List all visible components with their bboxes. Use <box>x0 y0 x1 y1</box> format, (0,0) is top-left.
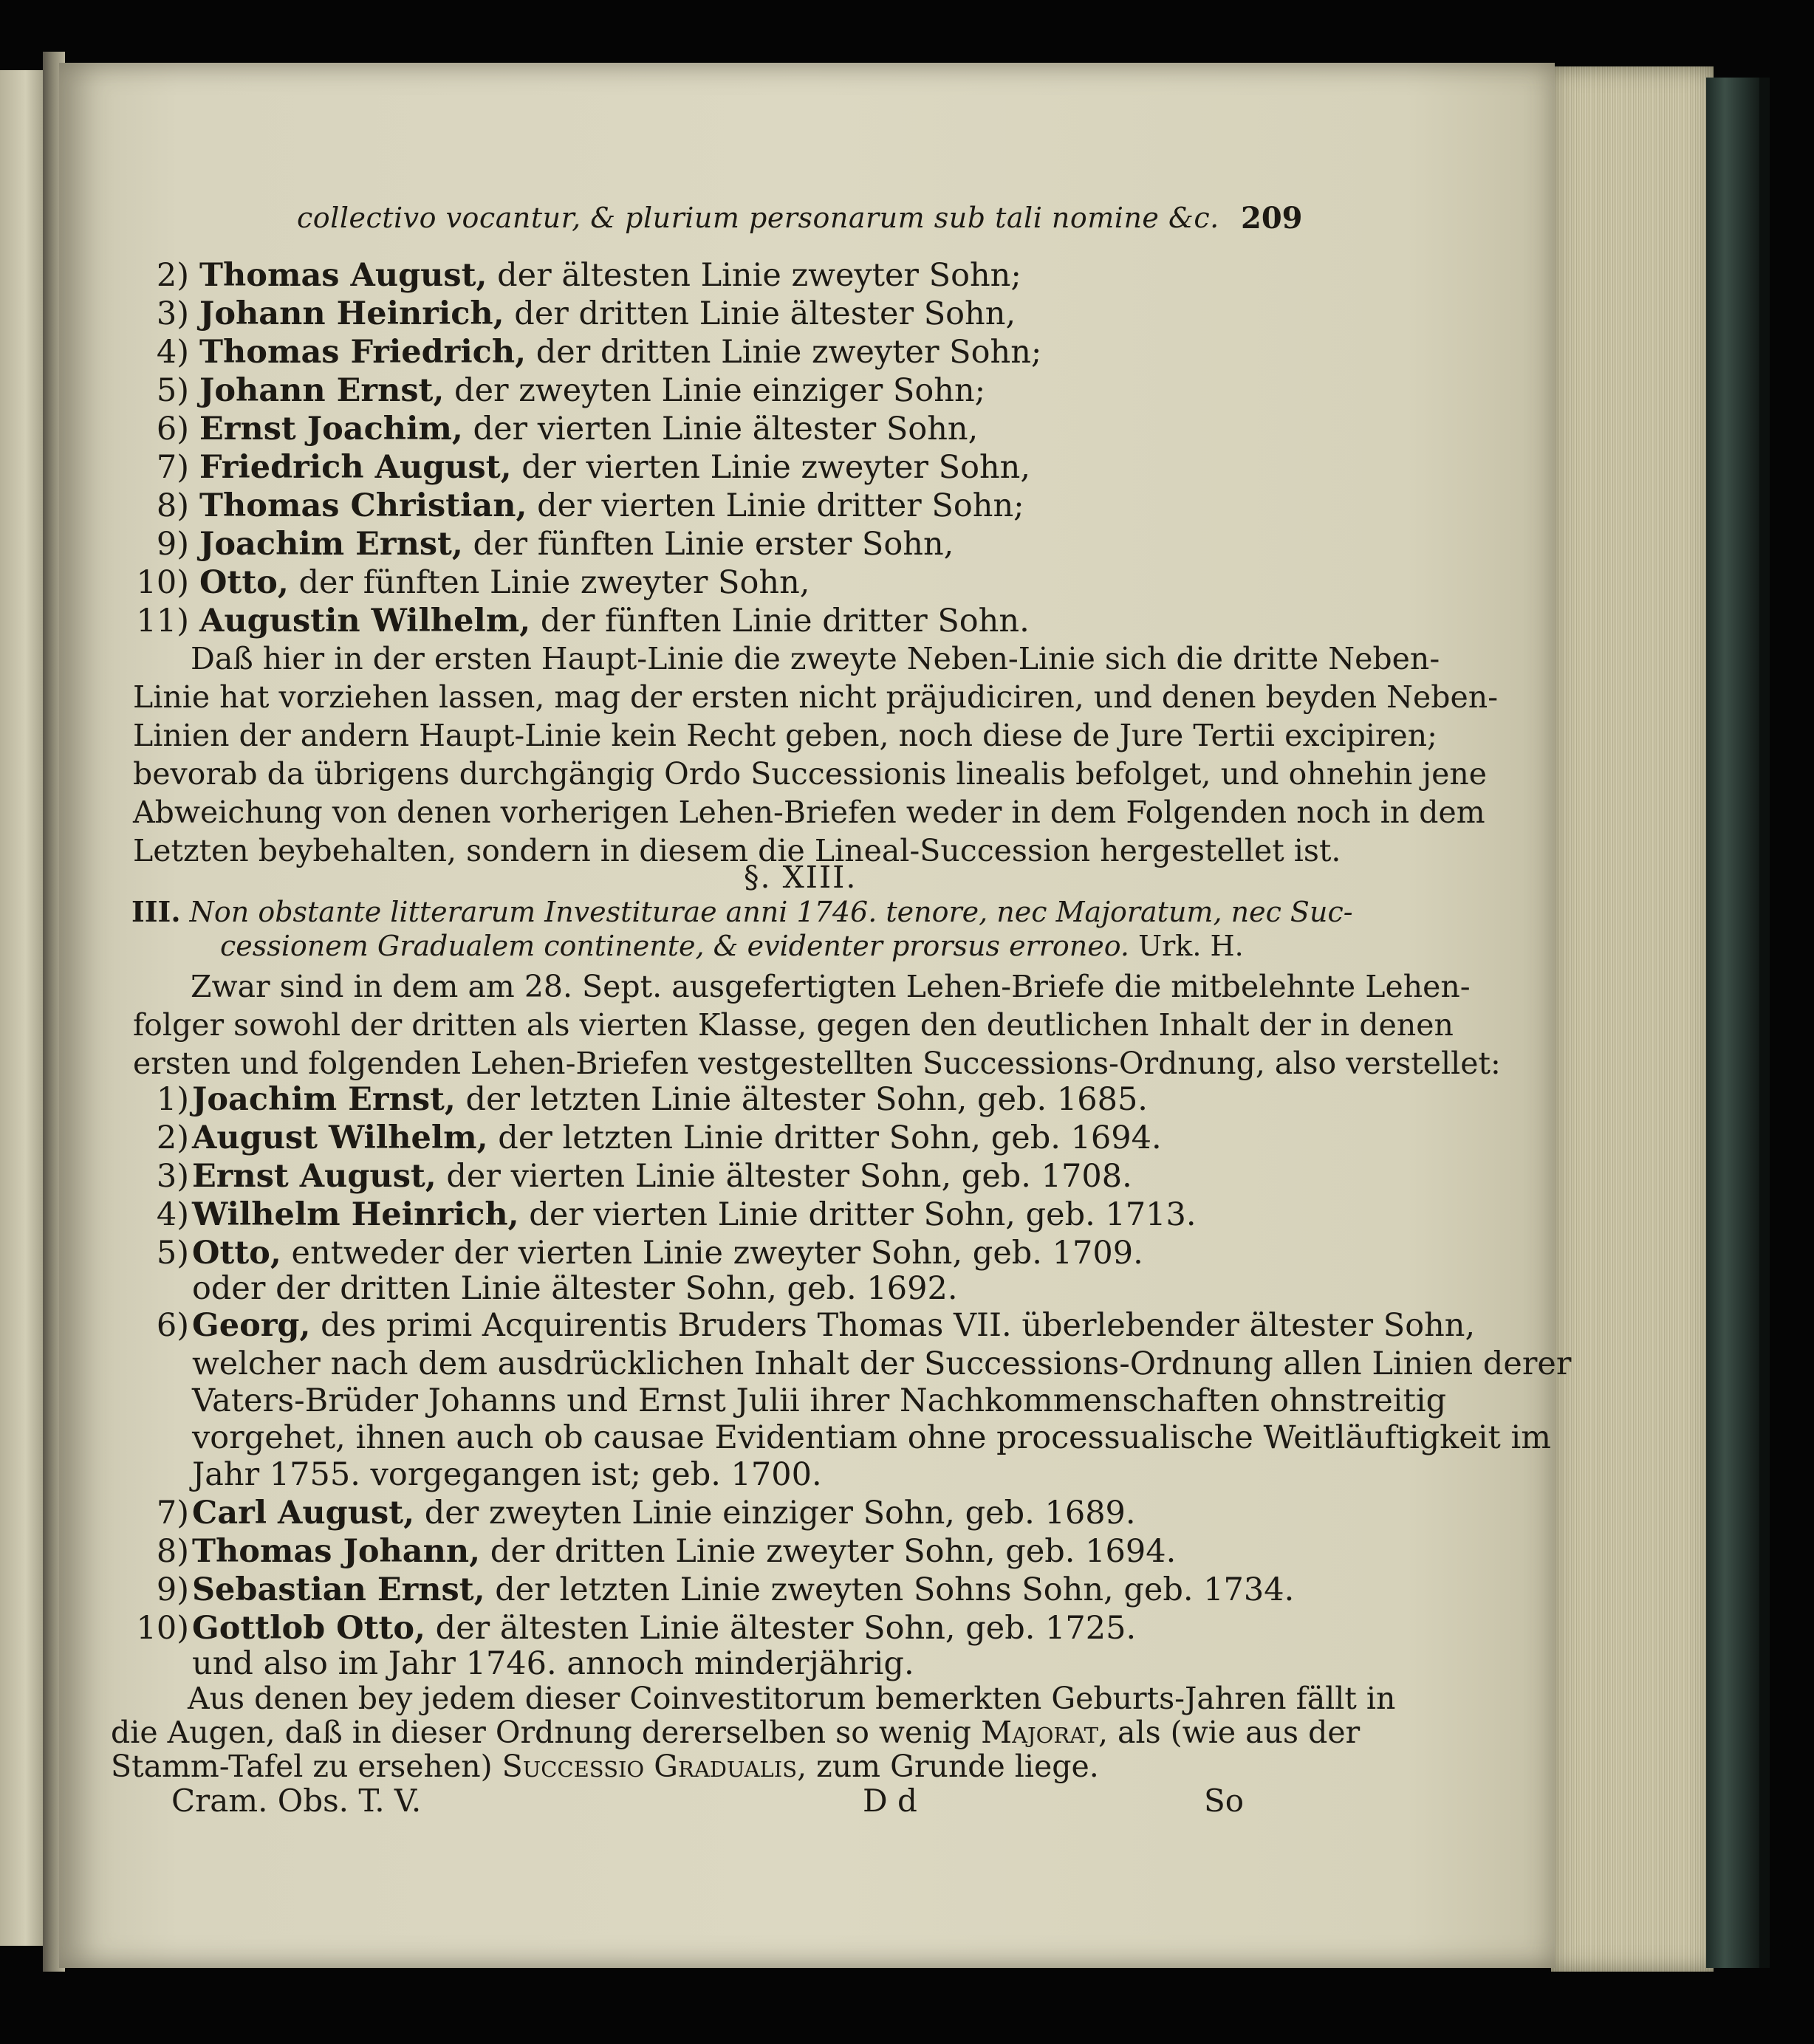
heir-description: welcher nach dem ausdrücklichen Inhalt der Successions-Ordnung allen Linien derer <box>192 1345 1572 1382</box>
item-number: 11) <box>136 603 189 639</box>
heir-description: der dritten Linie ältester Sohn, <box>504 295 1016 332</box>
item-number: 4) <box>156 334 189 371</box>
item-number: 5) <box>156 1235 189 1272</box>
item-number: 8) <box>156 1533 189 1570</box>
heir-name: Carl August, <box>192 1495 415 1532</box>
heir-name: Thomas Johann, <box>192 1533 481 1570</box>
text-line: folger sowohl der dritten als vierten Klasse, gegen den deutlichen Inhalt der in denen <box>133 1007 1454 1043</box>
summary-text: Non obstante litterarum Investiturae anni 1746. tenore, nec Majoratum, nec Suc- <box>189 896 1353 928</box>
text-line: Zwar sind in dem am 28. Sept. ausgefertigten Lehen-Briefe die mitbelehnte Lehen- <box>191 969 1471 1004</box>
heir-description: der letzten Linie dritter Sohn, geb. 1694. <box>487 1119 1162 1156</box>
heir-description: Vaters-Brüder Johanns und Ernst Julii ihrer Nachkommenschaften ohnstreitig <box>192 1382 1447 1419</box>
heir-description: vorgehet, ihnen auch ob causae Evidentiam ohne processualische Weitläuftigkeit im <box>192 1419 1551 1456</box>
heir-description: der vierten Linie ältester Sohn, geb. 1708. <box>436 1158 1132 1195</box>
item-number: 7) <box>156 449 189 486</box>
item-number: 5) <box>156 372 189 409</box>
heir-description: der vierten Linie dritter Sohn; <box>527 487 1024 524</box>
heir-description: der letzten Linie zweyten Sohns Sohn, geb. 1734. <box>485 1571 1295 1608</box>
heir-name: Thomas Christian, <box>199 487 527 524</box>
book-cover <box>1706 78 1759 1968</box>
item-number: 2) <box>156 1119 189 1156</box>
text-line: Aus denen bey jedem dieser Coinvestitorum bemerkten Geburts-Jahren fällt in <box>188 1681 1396 1716</box>
heir-name: Ernst Joachim, <box>199 411 463 447</box>
item-number: 6) <box>156 1307 189 1344</box>
heir-name: Thomas Friedrich, <box>199 334 527 371</box>
summary-numeral: III. <box>131 895 181 928</box>
heir-description: der zweyten Linie einziger Sohn, geb. 1689. <box>414 1495 1136 1532</box>
item-number: 8) <box>156 487 189 524</box>
facing-page-edge <box>0 70 43 1946</box>
heir-name: Thomas August, <box>199 257 487 294</box>
sheet-signature: D d <box>863 1783 917 1819</box>
item-number: 4) <box>156 1196 189 1233</box>
text-line: die Augen, daß in dieser Ordnung dererselben so wenig Majorat, als (wie aus der <box>111 1715 1360 1750</box>
heir-name: Otto, <box>199 564 289 601</box>
heir-name: Johann Ernst, <box>199 372 445 409</box>
heir-description: und also im Jahr 1746. annoch minderjährig. <box>192 1645 914 1682</box>
catchword: So <box>1204 1783 1245 1819</box>
heir-name: Sebastian Ernst, <box>192 1571 485 1608</box>
heir-name: Joachim Ernst, <box>192 1081 456 1118</box>
item-number: 10) <box>136 564 189 601</box>
item-number: 1) <box>156 1081 189 1118</box>
heir-description: der dritten Linie zweyter Sohn, geb. 1694. <box>480 1533 1177 1570</box>
item-number: 9) <box>156 526 189 563</box>
heir-description: der vierten Linie ältester Sohn, <box>462 411 979 447</box>
text-line: Linie hat vorziehen lassen, mag der ersten nicht präjudiciren, und denen beyden Neben- <box>133 679 1499 715</box>
heir-name: Otto, <box>192 1235 281 1272</box>
text-line: bevorab da übrigens durchgängig Ordo Successionis linealis befolget, und ohnehin jene <box>133 756 1488 792</box>
footer-signature: Cram. Obs. T. V. <box>171 1783 422 1819</box>
item-number: 2) <box>156 257 189 294</box>
item-number: 6) <box>156 411 189 447</box>
book-cover-shadow <box>1759 78 1770 1968</box>
text-line: Abweichung von denen vorherigen Lehen-Briefen weder in dem Folgenden noch in dem <box>133 795 1485 830</box>
heir-description: der fünften Linie dritter Sohn. <box>530 603 1030 639</box>
section-summary-line <box>131 895 1353 928</box>
heir-name: Ernst August, <box>192 1158 437 1195</box>
heir-description: der fünften Linie erster Sohn, <box>462 526 954 563</box>
heir-name: August Wilhelm, <box>192 1119 488 1156</box>
heir-description: der vierten Linie dritter Sohn, geb. 1713. <box>518 1196 1197 1233</box>
document-reference: Urk. H. <box>1138 930 1244 962</box>
text-line: Stamm-Tafel zu ersehen) Successio Gradualis, zum Grunde liege. <box>111 1749 1099 1784</box>
heir-description: Jahr 1755. vorgegangen ist; geb. 1700. <box>192 1456 822 1493</box>
heir-description: der ältesten Linie zweyter Sohn; <box>487 257 1021 294</box>
page-number: 209 <box>1241 201 1303 236</box>
page-block-edges <box>1551 66 1714 1972</box>
text-line: Letzten beybehalten, sondern in diesem die Lineal-Succession hergestellet ist. <box>133 833 1341 868</box>
heir-name: Wilhelm Heinrich, <box>192 1196 519 1233</box>
small-caps-term: Majorat <box>981 1715 1098 1750</box>
heir-description: der dritten Linie zweyter Sohn; <box>526 334 1042 371</box>
heir-name: Johann Heinrich, <box>199 295 504 332</box>
section-heading: §. XIII. <box>744 860 858 895</box>
heir-description: entweder der vierten Linie zweyter Sohn, geb. 1709. <box>281 1235 1143 1272</box>
heir-name: Friedrich August, <box>199 449 512 486</box>
heir-description: der ältesten Linie ältester Sohn, geb. 1725. <box>425 1610 1137 1647</box>
small-caps-term: Successio Gradualis <box>502 1749 798 1784</box>
heir-description: der zweyten Linie einziger Sohn; <box>444 372 986 409</box>
heir-description: der letzten Linie ältester Sohn, geb. 1685. <box>455 1081 1148 1118</box>
item-number: 3) <box>156 295 189 332</box>
heir-name: Gottlob Otto, <box>192 1610 426 1647</box>
text-line: Daß hier in der ersten Haupt-Linie die zweyte Neben-Linie sich die dritte Neben- <box>191 641 1440 676</box>
heir-name: Joachim Ernst, <box>199 526 463 563</box>
text-line: ersten und folgenden Lehen-Briefen vestgestellten Successions-Ordnung, also verstellet: <box>133 1046 1501 1081</box>
summary-text: cessionem Gradualem continente, & evidenter prorsus erroneo. <box>220 930 1130 962</box>
heir-description: des primi Acquirentis Bruders Thomas VII. überlebender ältester Sohn, <box>310 1307 1476 1344</box>
heir-description: oder der dritten Linie ältester Sohn, geb. 1692. <box>192 1270 958 1307</box>
item-number: 3) <box>156 1158 189 1195</box>
heir-name: Augustin Wilhelm, <box>199 603 531 639</box>
item-number: 10) <box>136 1610 189 1647</box>
section-summary-line <box>220 932 1244 960</box>
running-head: collectivo vocantur, & plurium personarum sub tali nomine &c. <box>297 202 1219 234</box>
heir-name: Georg, <box>192 1307 311 1344</box>
text-line: Linien der andern Haupt-Linie kein Recht geben, noch diese de Jure Tertii excipiren; <box>133 718 1437 753</box>
heir-description: der fünften Linie zweyter Sohn, <box>288 564 810 601</box>
item-number: 7) <box>156 1495 189 1532</box>
item-number: 9) <box>156 1571 189 1608</box>
heir-description: der vierten Linie zweyter Sohn, <box>511 449 1031 486</box>
